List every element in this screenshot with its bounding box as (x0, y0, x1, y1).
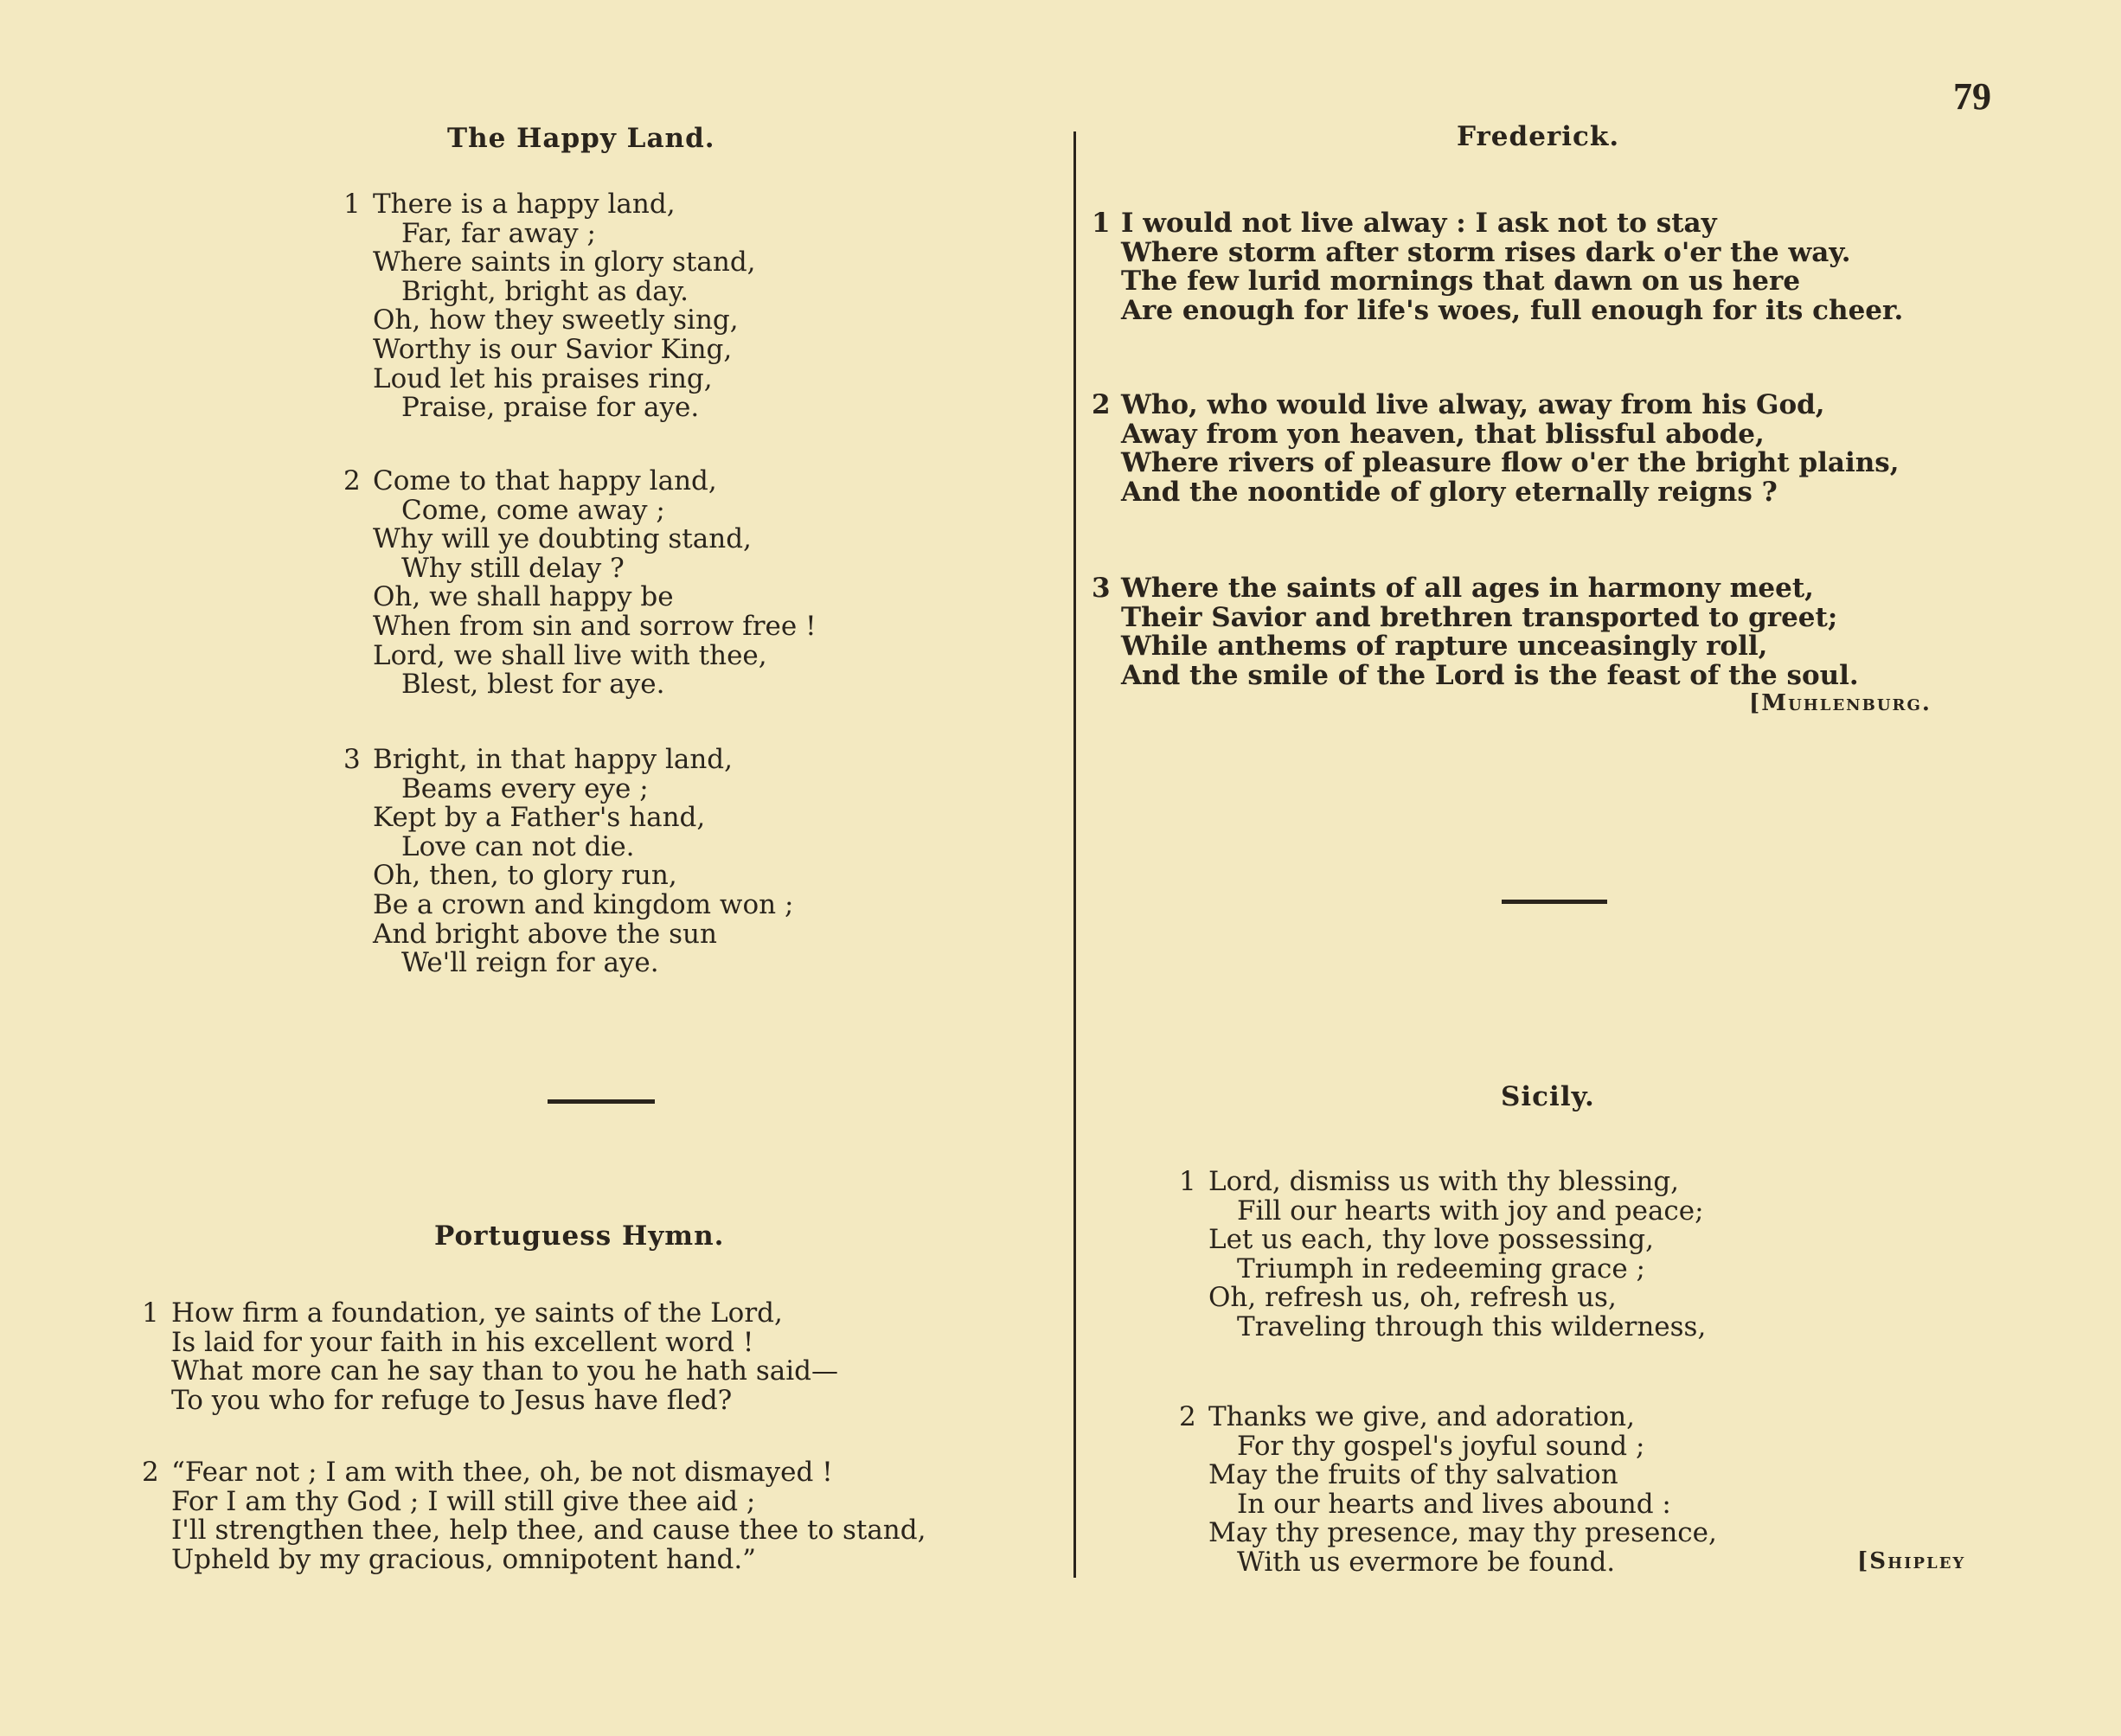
hymn-title-portuguess-hymn: Portuguess Hymn. (434, 1220, 725, 1252)
stanza-line: Worthy is our Savior King, (373, 333, 733, 365)
sicily-attribution: [Shipley (1857, 1548, 1966, 1574)
stanza-number: 1 (1179, 1166, 1196, 1197)
stanza-line: Praise, praise for aye. (401, 392, 700, 424)
stanza-line: Why will ye doubting stand, (373, 523, 752, 555)
stanza-line: Oh, refresh us, oh, refresh us, (1208, 1282, 1617, 1314)
hymn-title-sicily: Sicily. (1501, 1081, 1595, 1112)
stanza-line: Away from yon heaven, that blissful abode, (1121, 418, 1765, 450)
stanza-line: Where the saints of all ages in harmony meet, (1121, 573, 1814, 604)
stanza-line: For I am thy God ; I will still give thee aid ; (171, 1485, 756, 1517)
stanza-line: Beams every eye ; (401, 772, 649, 804)
stanza-line: I would not live alway : I ask not to stay (1121, 208, 1717, 239)
stanza-line: Fill our hearts with joy and peace; (1237, 1195, 1704, 1227)
stanza-line: Who, who would live alway, away from his God, (1121, 389, 1825, 420)
sicily-stanza-1 (1179, 1168, 1706, 1342)
stanza-line: Where rivers of pleasure flow o'er the bright plains, (1121, 447, 1900, 479)
column-divider (1073, 131, 1076, 1578)
stanza-line: Lord, dismiss us with thy blessing, (1208, 1166, 1680, 1197)
stanza-number: 1 (1092, 208, 1111, 239)
stanza-line: When from sin and sorrow free ! (373, 610, 817, 642)
stanza-line: Is laid for your faith in his excellent word ! (171, 1326, 754, 1358)
stanza-line: There is a happy land, (373, 189, 676, 220)
sicily-stanza-2 (1179, 1403, 1717, 1578)
stanza-line: And bright above the sun (373, 918, 717, 950)
frederick-stanza-1 (1092, 209, 1903, 325)
stanza-line: And the noontide of glory eternally reigns ? (1121, 476, 1778, 508)
stanza-line: Oh, then, to glory run, (373, 860, 677, 892)
stanza-number: 3 (1092, 573, 1111, 604)
stanza-line: May the fruits of thy salvation (1208, 1459, 1618, 1491)
hymn-title-happy-land: The Happy Land. (447, 123, 715, 154)
stanza-number: 2 (142, 1457, 159, 1488)
hymn-title-frederick: Frederick. (1457, 121, 1620, 152)
stanza-line: To you who for refuge to Jesus have fled? (171, 1384, 733, 1416)
page-number: 79 (1953, 75, 1991, 118)
stanza-line: Bright, bright as day. (401, 275, 689, 307)
stanza-line: With us evermore be found. (1237, 1546, 1616, 1578)
stanza-line: Thanks we give, and adoration, (1208, 1401, 1635, 1432)
stanza-number: 3 (343, 744, 361, 775)
frederick-stanza-3 (1092, 574, 1859, 690)
frederick-attribution: [Muhlenburg. (1749, 690, 1932, 716)
stanza-line: In our hearts and lives abound : (1237, 1488, 1671, 1520)
stanza-line: Are enough for life's woes, full enough for its cheer. (1121, 294, 1904, 326)
stanza-line: Oh, how they sweetly sing, (373, 304, 739, 336)
stanza-line: Why still delay ? (401, 552, 625, 584)
stanza-number: 2 (1179, 1401, 1196, 1432)
stanza-number: 1 (142, 1297, 159, 1329)
stanza-line: Kept by a Father's hand, (373, 802, 706, 834)
stanza-line: Triumph in redeeming grace ; (1237, 1252, 1645, 1284)
stanza-line: Bright, in that happy land, (373, 744, 734, 775)
section-divider-rule (1502, 900, 1607, 904)
happy-land-stanza-3 (343, 746, 793, 978)
stanza-line: Upheld by my gracious, omnipotent hand.” (171, 1543, 757, 1575)
section-divider-rule (548, 1099, 655, 1104)
happy-land-stanza-1 (343, 190, 756, 423)
stanza-line: Come to that happy land, (373, 465, 717, 496)
stanza-line: Their Savior and brethren transported to greet; (1121, 601, 1838, 633)
stanza-line: Lord, we shall live with thee, (373, 639, 767, 671)
stanza-line: And the smile of the Lord is the feast of the soul. (1121, 659, 1859, 691)
portuguess-stanza-1 (142, 1299, 838, 1415)
stanza-line: Traveling through this wilderness, (1237, 1310, 1707, 1342)
stanza-line: I'll strengthen thee, help thee, and cause thee to stand, (171, 1515, 926, 1547)
stanza-number: 2 (1092, 389, 1111, 420)
portuguess-stanza-2 (142, 1458, 926, 1574)
stanza-line: Far, far away ; (401, 217, 596, 249)
stanza-line: Let us each, thy love possessing, (1208, 1224, 1654, 1256)
stanza-line: For thy gospel's joyful sound ; (1237, 1430, 1645, 1462)
stanza-line: Where saints in glory stand, (373, 247, 756, 279)
stanza-line: Be a crown and kingdom won ; (373, 888, 794, 920)
stanza-line: While anthems of rapture unceasingly roll, (1121, 631, 1768, 663)
stanza-line: We'll reign for aye. (401, 947, 659, 979)
stanza-line: Blest, blest for aye. (401, 669, 665, 701)
stanza-line: Where storm after storm rises dark o'er the way. (1121, 236, 1851, 268)
stanza-line: Love can not die. (401, 830, 635, 862)
frederick-stanza-2 (1092, 391, 1900, 507)
stanza-number: 1 (343, 189, 361, 220)
stanza-line: Come, come away ; (401, 494, 665, 526)
stanza-line: May thy presence, may thy presence, (1208, 1517, 1717, 1549)
happy-land-stanza-2 (343, 467, 817, 700)
stanza-line: How firm a foundation, ye saints of the Lord, (171, 1297, 783, 1329)
stanza-line: The few lurid mornings that dawn on us here (1121, 266, 1801, 298)
stanza-number: 2 (343, 465, 361, 496)
stanza-line: What more can he say than to you he hath said— (171, 1355, 839, 1387)
stanza-line: Loud let his praises ring, (373, 362, 713, 394)
stanza-line: Oh, we shall happy be (373, 581, 674, 613)
stanza-line: “Fear not ; I am with thee, oh, be not dismayed ! (171, 1457, 833, 1488)
